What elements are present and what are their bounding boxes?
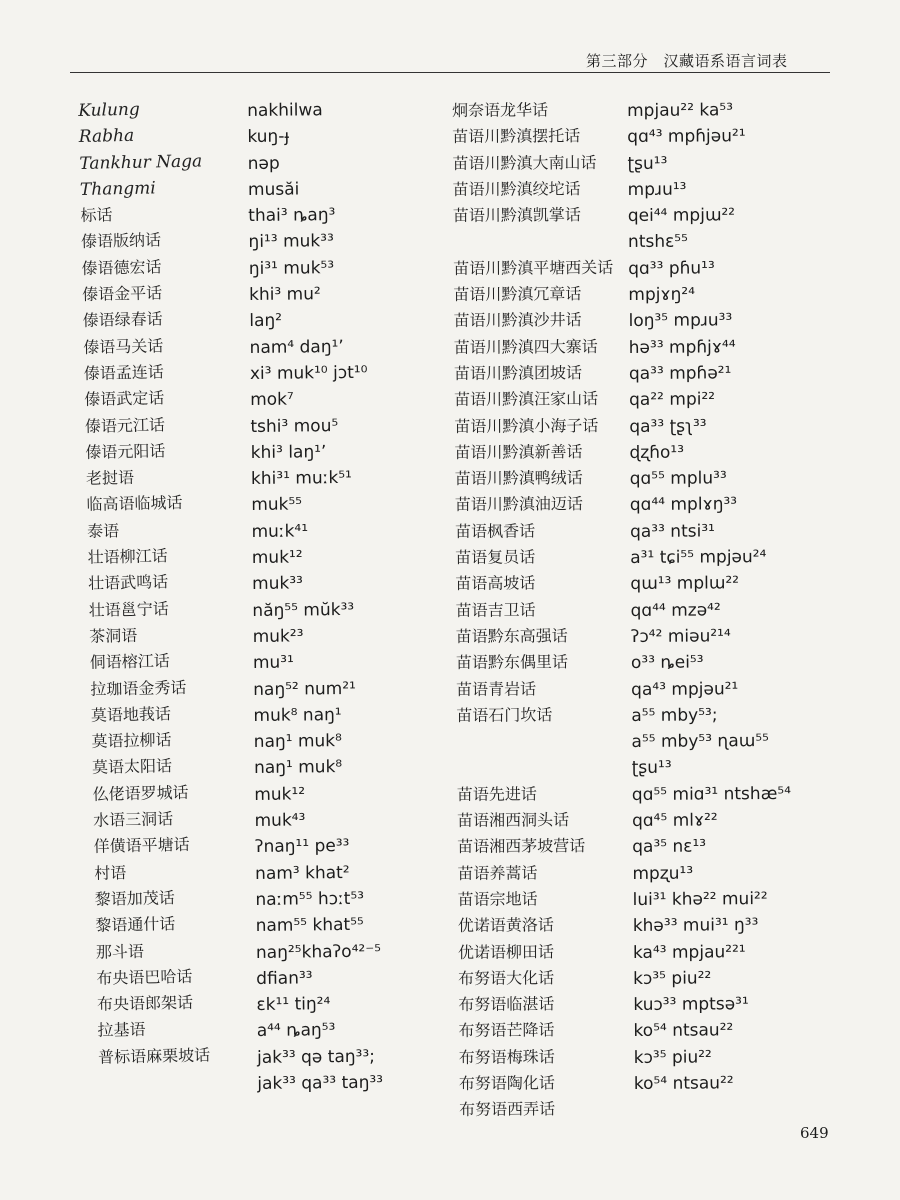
language-name: 壮语柳江话 xyxy=(87,546,168,567)
word-form: hə³³ mpɦjɤ⁴⁴ xyxy=(628,336,736,358)
word-form: nəp xyxy=(247,153,280,174)
language-name: 水语三洞话 xyxy=(92,809,174,830)
word-form: muk⁸ naŋ¹ xyxy=(253,704,342,726)
language-name: 优诺语柳田话 xyxy=(457,941,555,962)
word-form: qa³³ ntsi³¹ xyxy=(629,521,716,542)
language-name: 布努语大化话 xyxy=(458,968,555,988)
word-form: kɔ³⁵ piu²² xyxy=(633,968,712,989)
word-form: a³¹ tɕi⁵⁵ mpjəu²⁴ xyxy=(630,547,767,569)
language-name: 苗语石门坎话 xyxy=(456,705,553,725)
language-name: 黎语通什话 xyxy=(95,914,176,936)
word-form: lui³¹ khə²² mui²² xyxy=(632,888,768,910)
language-name: 苗语川黔滇大南山话 xyxy=(452,152,597,173)
word-form: nam⁴ daŋ¹ʼ xyxy=(249,336,344,358)
word-form: mpjɤŋ²⁴ xyxy=(628,284,696,306)
word-form: năŋ⁵⁵ mŭk³³ xyxy=(252,599,355,621)
word-form: o³³ ȵei⁵³ xyxy=(630,652,704,674)
language-name: 苗语枫香话 xyxy=(454,521,536,541)
word-form: qa³³ mpɦə²¹ xyxy=(628,363,732,384)
word-form: nakhilwa xyxy=(247,100,323,121)
word-form: khə³³ mui³¹ ŋ³³ xyxy=(632,915,759,937)
language-name: 苗语高坡话 xyxy=(455,573,536,594)
word-form: qɯ¹³ mplɯ²² xyxy=(630,573,740,595)
word-form: kuɔ³³ mptsə³¹ xyxy=(633,994,749,1016)
word-form: qa³⁵ nɛ¹³ xyxy=(632,836,707,858)
word-form: kɔ³⁵ piu²² xyxy=(633,1047,712,1068)
language-name xyxy=(453,228,613,255)
word-form: loŋ³⁵ mpɹu³³ xyxy=(628,310,733,332)
word-form: nam³ khat² xyxy=(255,862,350,884)
word-form: ʈʂu¹³ xyxy=(631,758,672,779)
language-name: 布努语西弄话 xyxy=(458,1099,556,1120)
word-form: qɑ⁴⁴ mplɤŋ³³ xyxy=(629,494,738,516)
language-name: 傣语版纳话 xyxy=(80,230,162,252)
word-form: dfian³³ xyxy=(256,968,313,989)
language-name: 苗语川黔滇摆托话 xyxy=(452,126,581,147)
language-name: 傣语德宏话 xyxy=(81,257,162,278)
language-name: 侗语榕江话 xyxy=(89,651,171,673)
language-name: 老挝语 xyxy=(85,468,135,489)
right-form-column xyxy=(627,97,793,1097)
word-form: jak³³ qa³³ taŋ³³ xyxy=(257,1072,384,1094)
word-form: qɑ⁴³ mpɦjəu²¹ xyxy=(627,126,746,148)
language-name: 苗语青岩话 xyxy=(456,678,537,699)
left-form-column xyxy=(247,97,383,1098)
language-name: 傣语武定话 xyxy=(84,388,165,410)
word-form: naːm⁵⁵ hɔːt⁵³ xyxy=(255,888,365,910)
word-form: qɑ⁴⁵ mlɤ²² xyxy=(631,810,718,831)
language-name: 傣语孟连话 xyxy=(83,362,164,383)
word-form: ɖʐɦo¹³ xyxy=(629,442,685,463)
word-form: muk²³ xyxy=(252,626,304,647)
language-name: 苗语川黔滇鸭绒话 xyxy=(454,468,583,489)
language-name: 莫语太阳话 xyxy=(91,756,173,778)
language-name: 苗语川黔滇小海子话 xyxy=(454,415,599,436)
language-name: 仫佬语罗城话 xyxy=(92,782,189,804)
word-form: qɑ³³ pɦu¹³ xyxy=(628,258,715,279)
word-form: a⁵⁵ mby⁵³; xyxy=(631,705,718,726)
word-form: naŋ⁵² num²¹ xyxy=(253,678,357,700)
language-name xyxy=(98,1068,221,1097)
language-name: 傣语金平话 xyxy=(81,283,163,305)
word-form: ɛk¹¹ tiŋ²⁴ xyxy=(256,994,331,1016)
word-form: ka⁴³ mpjau²²¹ xyxy=(632,941,746,963)
word-form: qa²² mpi²² xyxy=(629,389,716,411)
language-name: 傣语马关话 xyxy=(83,335,164,357)
word-form: mpɹu¹³ xyxy=(627,179,687,200)
right-language-column xyxy=(452,97,619,1124)
language-name: 布努语临湛话 xyxy=(458,994,555,1015)
language-name xyxy=(456,728,616,755)
word-form: ʔnaŋ¹¹ pe³³ xyxy=(254,836,350,858)
word-form: naŋ¹ muk⁸ xyxy=(253,731,343,753)
word-form: mok⁷ xyxy=(250,389,294,411)
language-name: 傣语绿春话 xyxy=(82,309,163,331)
word-form: kuŋ-ɟ xyxy=(247,126,290,148)
language-name: 苗语吉卫话 xyxy=(455,600,536,620)
language-name: 苗语黔东高强话 xyxy=(455,626,568,646)
language-name: 拉基语 xyxy=(97,1020,146,1041)
language-name: 苗语川黔滇四大寨话 xyxy=(453,336,598,357)
word-form: qɑ⁵⁵ mplu³³ xyxy=(629,468,727,490)
language-name: 苗语川黔滇凯掌话 xyxy=(452,205,581,226)
language-name: 苗语川黔滇平塘西关话 xyxy=(453,257,614,278)
word-form: muk¹² xyxy=(251,547,303,569)
word-form: ʔɔ⁴² miəu²¹⁴ xyxy=(630,626,731,647)
language-name: 苗语黔东偶里话 xyxy=(455,652,569,673)
word-form: thai³ ȵaŋ³ xyxy=(248,205,336,227)
word-form: muːk⁴¹ xyxy=(251,521,309,542)
language-name: 苗语宗地话 xyxy=(457,889,538,909)
language-name: Kulung xyxy=(78,99,140,121)
running-head: 第三部分 汉藏语系语言词表 xyxy=(586,52,788,70)
word-form: tshi³ mou⁵ xyxy=(250,415,339,437)
word-form: qa⁴³ mpjəu²¹ xyxy=(631,678,739,700)
word-form: khi³ mu² xyxy=(248,284,321,306)
language-name: 拉珈语金秀话 xyxy=(90,677,187,699)
language-name: 苗语复员话 xyxy=(455,547,536,568)
language-name: 壮语武鸣话 xyxy=(87,572,169,594)
header-rule xyxy=(70,72,830,73)
language-name: 优诺语黄洛话 xyxy=(457,915,554,936)
language-name: 傣语元阳话 xyxy=(85,441,166,462)
word-form: muk⁴³ xyxy=(254,810,306,831)
word-form: ntshɛ⁵⁵ xyxy=(627,232,688,253)
word-form: ko⁵⁴ ntsau²² xyxy=(633,1020,734,1042)
word-form: jak³³ qə taŋ³³; xyxy=(256,1046,376,1068)
word-form: muk³³ xyxy=(251,573,304,595)
language-name: 莫语拉柳话 xyxy=(91,730,172,751)
language-name: 布努语陶化话 xyxy=(458,1073,555,1093)
language-name: 苗语川黔滇团坡话 xyxy=(453,363,583,383)
word-form: xi³ muk¹⁰ jɔt¹⁰ xyxy=(249,362,368,384)
left-language-column xyxy=(78,95,222,1097)
language-name: 傣语元江话 xyxy=(84,414,166,436)
language-name: 布努语芒降话 xyxy=(458,1020,555,1041)
word-form: ŋi³¹ muk⁵³ xyxy=(248,257,335,279)
word-form: khi³ laŋ¹ʼ xyxy=(250,442,327,463)
word-form: ŋi¹³ muk³³ xyxy=(248,231,334,253)
language-name: Tankhur Naga xyxy=(79,151,203,174)
word-form: a⁵⁵ mby⁵³ ɳaɯ⁵⁵ xyxy=(631,731,769,753)
word-form: laŋ² xyxy=(249,311,283,332)
word-form: ʈʂu¹³ xyxy=(627,153,668,174)
page-number: 649 xyxy=(800,1124,829,1142)
language-name: 苗语川黔滇沙井话 xyxy=(453,310,582,331)
word-form: musăi xyxy=(247,179,300,200)
language-name: 临高语临城话 xyxy=(86,493,183,515)
word-form: naŋ²⁵khaʔo⁴²⁻⁵ xyxy=(255,941,382,963)
word-form: mu³¹ xyxy=(252,652,294,674)
language-name: 苗语川黔滇新善话 xyxy=(454,441,583,462)
word-form: mpʐu¹³ xyxy=(632,863,694,884)
language-name: 黎语加茂话 xyxy=(94,888,175,909)
language-name: Rabha xyxy=(78,126,135,148)
word-form: nam⁵⁵ khat⁵⁵ xyxy=(255,915,364,937)
word-form: a⁴⁴ ȵaŋ⁵³ xyxy=(256,1020,336,1042)
language-name: Thangmi xyxy=(79,178,156,200)
language-name: 茶洞语 xyxy=(89,625,138,646)
language-name: 村语 xyxy=(94,862,127,883)
word-form: qɑ⁴⁴ mzə⁴² xyxy=(630,599,721,621)
language-name: 苗语湘西洞头话 xyxy=(456,810,570,830)
language-name: 苗语川黔滇绞坨话 xyxy=(452,178,581,199)
language-name: 苗语先进话 xyxy=(456,784,537,804)
word-form: khi³¹ muːk⁵¹ xyxy=(250,468,353,490)
language-name: 布努语梅珠话 xyxy=(458,1046,555,1067)
language-name: 炯奈语龙华话 xyxy=(452,100,549,120)
language-name: 布央语巴哈话 xyxy=(96,966,193,988)
language-name: 那斗语 xyxy=(95,941,145,962)
language-name: 普标语麻栗坡话 xyxy=(97,1045,211,1067)
word-form: ko⁵⁴ ntsau²² xyxy=(633,1073,734,1094)
word-form: qa³³ ʈʂʅ³³ xyxy=(629,416,707,437)
language-name: 莫语地莪话 xyxy=(90,704,172,725)
language-name: 苗语川黔滇汪家山话 xyxy=(454,389,599,410)
language-name xyxy=(457,754,617,781)
word-form: naŋ¹ muk⁸ xyxy=(253,757,343,779)
language-name: 苗语湘西茅坡营话 xyxy=(457,836,586,857)
language-name: 标话 xyxy=(80,205,113,226)
language-name: 苗语川黔滇冗章话 xyxy=(453,284,582,305)
word-form: muk⁵⁵ xyxy=(251,494,303,516)
language-name: 苗语川黔滇油迈话 xyxy=(454,494,583,515)
word-form: mpjau²² ka⁵³ xyxy=(627,100,734,121)
word-form: muk¹² xyxy=(254,784,306,805)
language-name: 壮语邕宁话 xyxy=(88,598,169,620)
language-name: 泰语 xyxy=(86,520,120,541)
language-name: 佯僙语平塘话 xyxy=(93,835,190,857)
word-form: qɑ⁵⁵ miɑ³¹ ntshæ⁵⁴ xyxy=(631,783,792,805)
language-name: 苗语养蒿话 xyxy=(457,863,538,883)
word-form: qei⁴⁴ mpjɯ²² xyxy=(627,205,736,227)
language-name: 布央语郎架话 xyxy=(96,992,194,1014)
